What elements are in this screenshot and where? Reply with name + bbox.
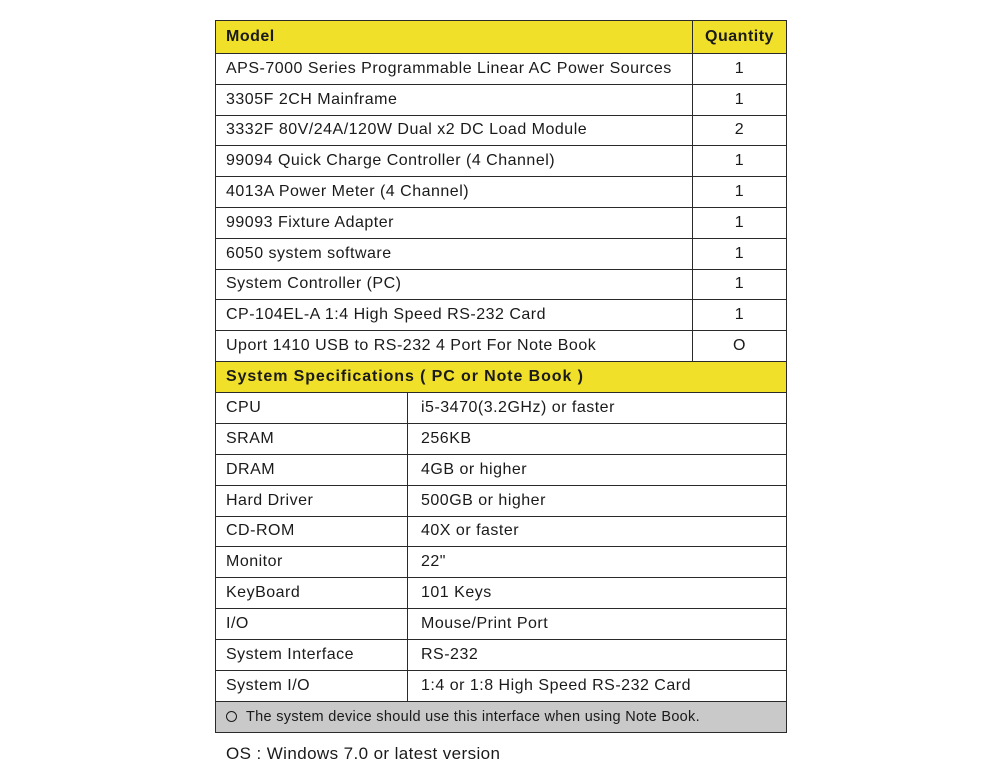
spec-label: KeyBoard [216, 578, 408, 608]
spec-label: SRAM [216, 424, 408, 454]
quantity-cell: 1 [734, 152, 745, 170]
os-requirement-note: OS : Windows 7.0 or latest version [226, 744, 501, 763]
model-column-header: Model [216, 21, 693, 53]
spec-value: 22" [421, 553, 446, 571]
table-header-row [216, 21, 786, 53]
model-cell: System Controller (PC) [216, 270, 693, 300]
quantity-cell: 1 [734, 183, 745, 201]
table-row [216, 53, 786, 84]
quantity-cell: 2 [734, 121, 745, 139]
spec-label: I/O [216, 609, 408, 639]
table-row [216, 145, 786, 176]
quantity-column-header: Quantity [705, 28, 774, 45]
spec-label: CPU [216, 393, 408, 423]
table-row [216, 330, 786, 361]
spec-row [216, 608, 786, 639]
spec-value: 500GB or higher [421, 491, 546, 509]
spec-row [216, 577, 786, 608]
spec-label: DRAM [216, 455, 408, 485]
system-configuration-table [215, 20, 787, 733]
spec-value: 256KB [421, 429, 472, 447]
spec-row [216, 454, 786, 485]
note-text: The system device should use this interface when using Note Book. [246, 708, 700, 725]
spec-value: RS-232 [421, 646, 479, 664]
table-row [216, 176, 786, 207]
table-row [216, 269, 786, 300]
note-cell [216, 702, 786, 732]
spec-value: 40X or faster [421, 522, 520, 540]
spec-section-header-row [216, 361, 786, 392]
spec-row [216, 546, 786, 577]
spec-label: System I/O [216, 671, 408, 701]
spec-row [216, 423, 786, 454]
table-row [216, 238, 786, 269]
model-cell: 3332F 80V/24A/120W Dual x2 DC Load Module [216, 116, 693, 146]
spec-row [216, 516, 786, 547]
spec-value: 101 Keys [421, 584, 492, 602]
note-row [216, 701, 786, 732]
table-row [216, 115, 786, 146]
spec-label: CD-ROM [216, 517, 408, 547]
model-cell: 3305F 2CH Mainframe [216, 85, 693, 115]
table-row [216, 299, 786, 330]
quantity-cell: 1 [734, 90, 745, 108]
model-cell: CP-104EL-A 1:4 High Speed RS-232 Card [216, 300, 693, 330]
table-row [216, 207, 786, 238]
spec-row [216, 639, 786, 670]
quantity-cell: 1 [734, 306, 745, 324]
model-cell: 99094 Quick Charge Controller (4 Channel) [216, 146, 693, 176]
quantity-cell: O [733, 337, 746, 355]
model-cell: 4013A Power Meter (4 Channel) [216, 177, 693, 207]
quantity-cell: 1 [734, 244, 745, 262]
model-cell: Uport 1410 USB to RS-232 4 Port For Note Book [216, 331, 693, 361]
spec-value: Mouse/Print Port [421, 615, 549, 633]
quantity-cell: 1 [734, 275, 745, 293]
table-row [216, 84, 786, 115]
spec-label: Hard Driver [216, 486, 408, 516]
spec-value: 1:4 or 1:8 High Speed RS-232 Card [421, 676, 691, 694]
model-cell: 99093 Fixture Adapter [216, 208, 693, 238]
spec-section-title: System Specifications ( PC or Note Book ) [226, 367, 584, 385]
spec-value: i5-3470(3.2GHz) or faster [421, 398, 615, 416]
quantity-cell: 1 [734, 59, 745, 77]
spec-row [216, 392, 786, 423]
circle-symbol-icon [226, 711, 237, 722]
spec-label: System Interface [216, 640, 408, 670]
spec-label: Monitor [216, 547, 408, 577]
spec-row [216, 670, 786, 701]
model-cell: 6050 system software [216, 239, 693, 269]
model-cell: APS-7000 Series Programmable Linear AC Power Sources [216, 54, 693, 84]
spec-row [216, 485, 786, 516]
quantity-cell: 1 [734, 213, 745, 231]
spec-value: 4GB or higher [421, 460, 528, 478]
